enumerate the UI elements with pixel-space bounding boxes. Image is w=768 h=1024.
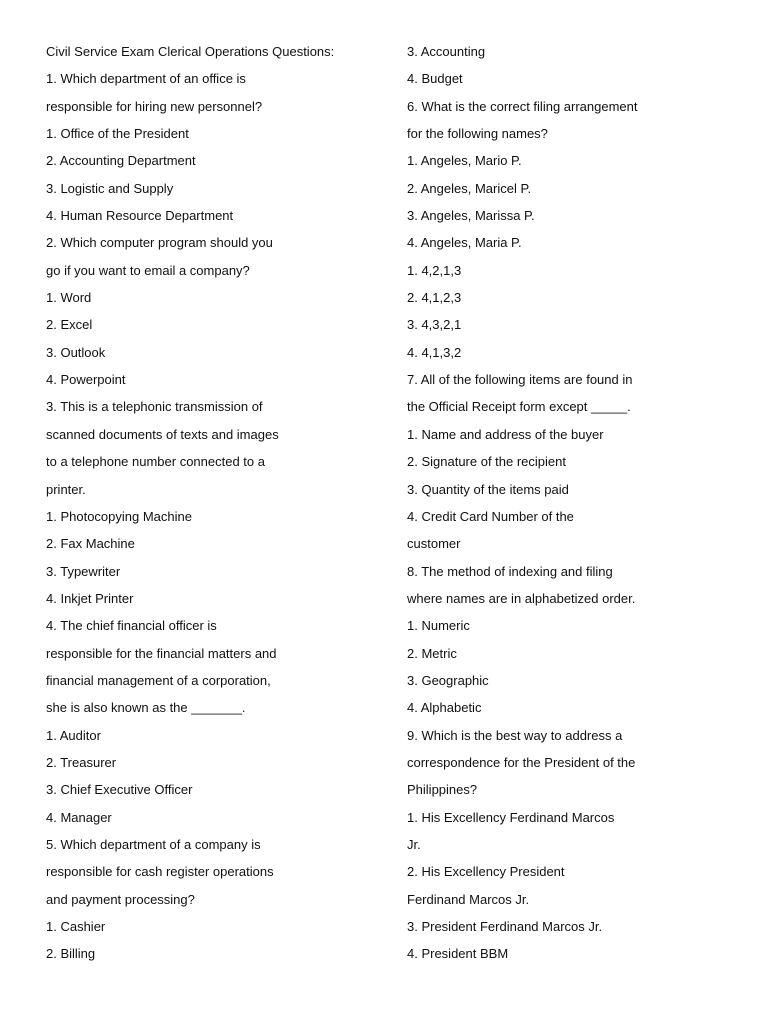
- text-line: 3. Accounting: [407, 44, 486, 59]
- text-line: responsible for the financial matters and: [46, 645, 277, 661]
- text-line: 1. Word: [46, 290, 92, 306]
- text-line: 4. President BBM: [407, 946, 509, 962]
- text-line: 4. Credit Card Number of the: [407, 508, 574, 524]
- text-line: responsible for cash register operations: [46, 864, 274, 880]
- text-line: 4. The chief financial officer is: [46, 618, 217, 634]
- text-line: 5. Which department of a company is: [46, 836, 261, 852]
- text-line: 2. Excel: [46, 317, 93, 333]
- text-line: 2. 4,1,2,3: [407, 290, 462, 306]
- text-line: and payment processing?: [46, 891, 195, 907]
- text-line: 2. Metric: [407, 645, 457, 661]
- text-line: 3. Outlook: [46, 344, 106, 360]
- text-line: go if you want to email a company?: [46, 262, 250, 278]
- text-line: the Official Receipt form except _____.: [407, 399, 631, 415]
- text-line: 1. Angeles, Mario P.: [407, 153, 522, 169]
- text-line: 2. Billing: [46, 946, 96, 962]
- text-line: scanned documents of texts and images: [46, 426, 279, 442]
- text-line: customer: [407, 536, 461, 552]
- text-line: 3. Typewriter: [46, 563, 121, 579]
- text-line: 1. Name and address of the buyer: [407, 426, 604, 442]
- text-line: 7. All of the following items are found in: [407, 372, 633, 388]
- text-line: 1. Photocopying Machine: [46, 508, 192, 524]
- text-line: 3. Chief Executive Officer: [46, 782, 193, 798]
- text-line: 4. Inkjet Printer: [46, 590, 134, 606]
- text-line: she is also known as the _______.: [46, 700, 246, 716]
- text-line: correspondence for the President of the: [407, 754, 636, 770]
- text-line: 4. Alphabetic: [407, 700, 482, 716]
- text-line: 4. Powerpoint: [46, 372, 126, 388]
- text-line: 3. Quantity of the items paid: [407, 481, 569, 497]
- text-line: 2. His Excellency President: [407, 864, 565, 880]
- text-line: 3. President Ferdinand Marcos Jr.: [407, 919, 603, 934]
- text-line: 9. Which is the best way to address a: [407, 727, 623, 743]
- text-line: 2. Accounting Department: [46, 153, 196, 169]
- text-line: 3. 4,3,2,1: [407, 317, 462, 333]
- text-line: financial management of a corporation,: [46, 672, 271, 688]
- text-line: 1. His Excellency Ferdinand Marcos: [407, 809, 615, 825]
- right-column: [407, 38, 737, 968]
- text-line: 6. What is the correct filing arrangement: [407, 98, 638, 114]
- text-line: for the following names?: [407, 126, 548, 142]
- text-line: 4. Budget: [407, 71, 463, 87]
- text-line: 1. Office of the President: [46, 126, 189, 142]
- text-line: 1. Auditor: [46, 727, 101, 743]
- text-line: 2. Treasurer: [46, 754, 117, 770]
- text-line: Philippines?: [407, 782, 478, 798]
- text-line: responsible for hiring new personnel?: [46, 98, 263, 114]
- text-line: 1. Which department of an office is: [46, 71, 246, 87]
- text-line: 1. Cashier: [46, 919, 106, 934]
- text-line: 4. Human Resource Department: [46, 208, 234, 224]
- text-line: 2. Angeles, Maricel P.: [407, 180, 532, 196]
- text-line: 1. 4,2,1,3: [407, 262, 462, 278]
- text-line: 4. Angeles, Maria P.: [407, 235, 522, 251]
- text-line: 2. Signature of the recipient: [407, 454, 566, 470]
- text-line: 4. Manager: [46, 809, 112, 825]
- text-line: 3. Geographic: [407, 672, 489, 688]
- text-line: Jr.: [407, 836, 421, 852]
- text-line: printer.: [46, 481, 86, 497]
- text-line: 3. Angeles, Marissa P.: [407, 208, 535, 224]
- text-line: 3. This is a telephonic transmission of: [46, 399, 263, 415]
- text-line: Civil Service Exam Clerical Operations Questions:: [46, 44, 335, 59]
- text-line: 1. Numeric: [407, 618, 470, 634]
- text-line: 2. Which computer program should you: [46, 235, 273, 251]
- text-line: 8. The method of indexing and filing: [407, 563, 613, 579]
- text-line: 3. Logistic and Supply: [46, 180, 174, 196]
- text-line: Ferdinand Marcos Jr.: [407, 891, 530, 907]
- text-line: 4. 4,1,3,2: [407, 344, 462, 360]
- text-line: 2. Fax Machine: [46, 536, 135, 552]
- text-line: where names are in alphabetized order.: [407, 590, 636, 606]
- left-column: [46, 38, 376, 968]
- text-line: to a telephone number connected to a: [46, 454, 265, 470]
